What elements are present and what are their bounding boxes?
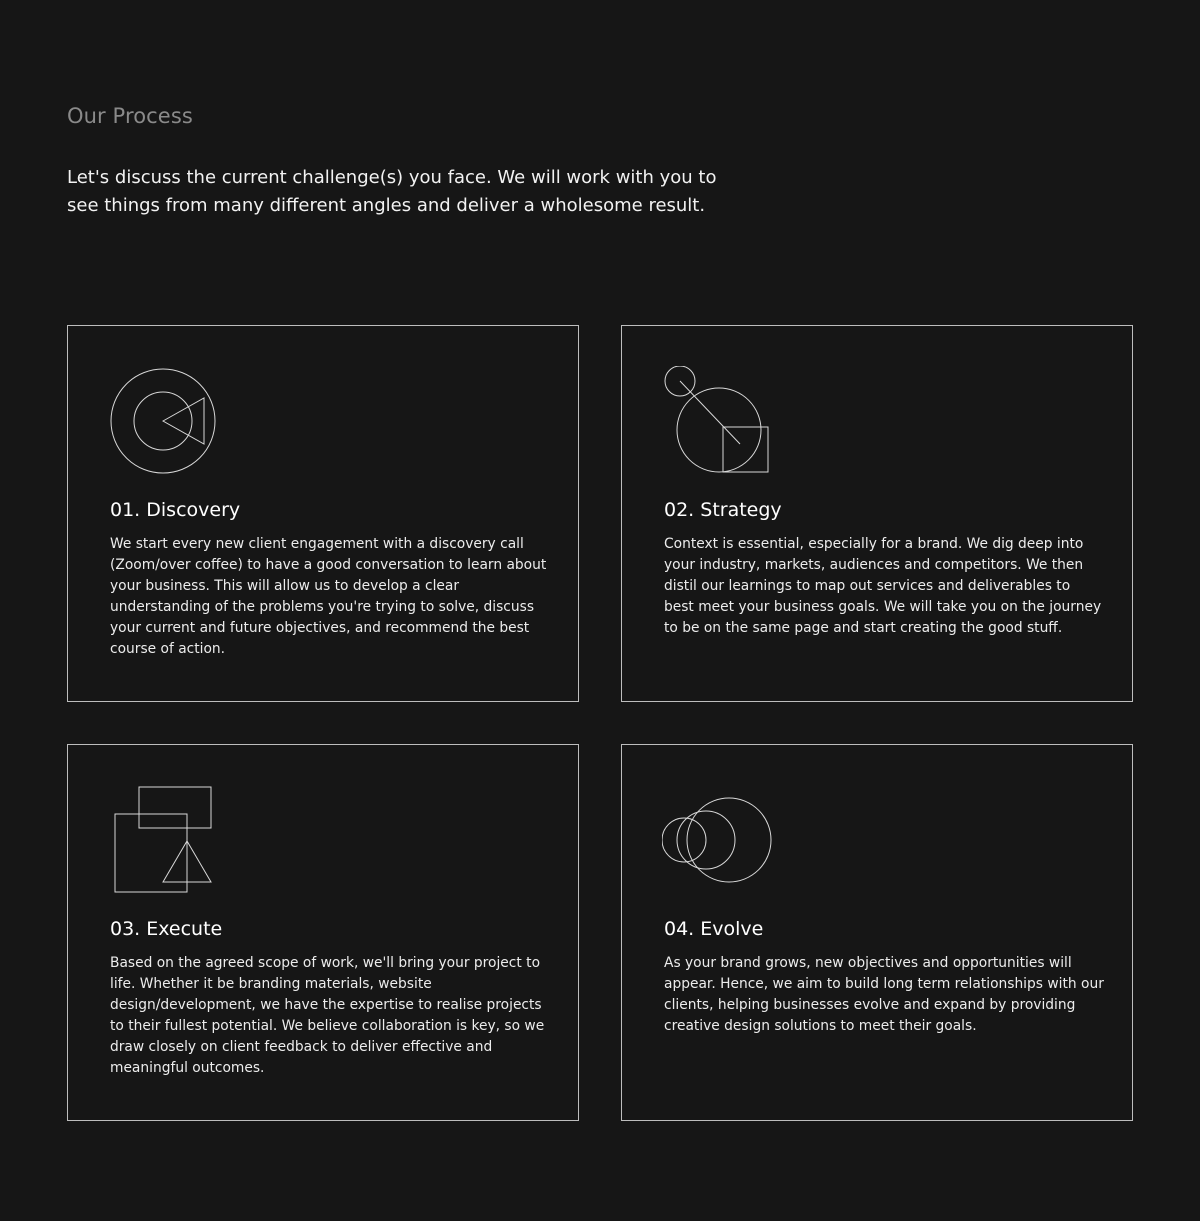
step-description: We start every new client engagement with a discovery call (Zoom/over coffee) to have a good conversation to learn about your business. This will allow us to develop a clear understanding of the problems you're trying to solve, discuss your current and future objectives, and recommend the best course of action. <box>110 536 547 657</box>
step-title: 04. Evolve <box>664 918 764 940</box>
section-label: Our Process <box>67 104 193 128</box>
process-card-strategy <box>621 325 1133 702</box>
step-title: 03. Execute <box>110 918 223 940</box>
step-title: 01. Discovery <box>110 499 241 521</box>
strategy-icon <box>662 366 772 476</box>
step-description: Based on the agreed scope of work, we'll bring your project to life. Whether it be branding materials, website design/development, we have the expertise to realise projects to their fullest potential. We believe collaboration is key, so we draw closely on client feedback to deliver effective and meaningful outcomes. <box>110 955 545 1076</box>
step-title: 02. Strategy <box>664 499 782 521</box>
step-description: As your brand grows, new objectives and opportunities will appear. Hence, we aim to build long term relationships with our clients, helping businesses evolve and expand by providing creative design solutions to meet their goals. <box>664 955 1104 1034</box>
execute-icon <box>108 785 218 895</box>
evolve-icon <box>662 785 772 895</box>
process-card-evolve <box>621 744 1133 1121</box>
process-card-execute <box>67 744 579 1121</box>
step-description: Context is essential, especially for a brand. We dig deep into your industry, markets, audiences and competitors. We then distil our learnings to map out services and deliverables to best meet your business goals. We will take you on the journey to be on the same page and start creating the good stuff. <box>664 536 1102 636</box>
process-card-discovery <box>67 325 579 702</box>
intro-text: Let's discuss the current challenge(s) you face. We will work with you to see things from many different angles and deliver a wholesome result. <box>67 167 717 216</box>
discovery-icon <box>108 366 218 476</box>
